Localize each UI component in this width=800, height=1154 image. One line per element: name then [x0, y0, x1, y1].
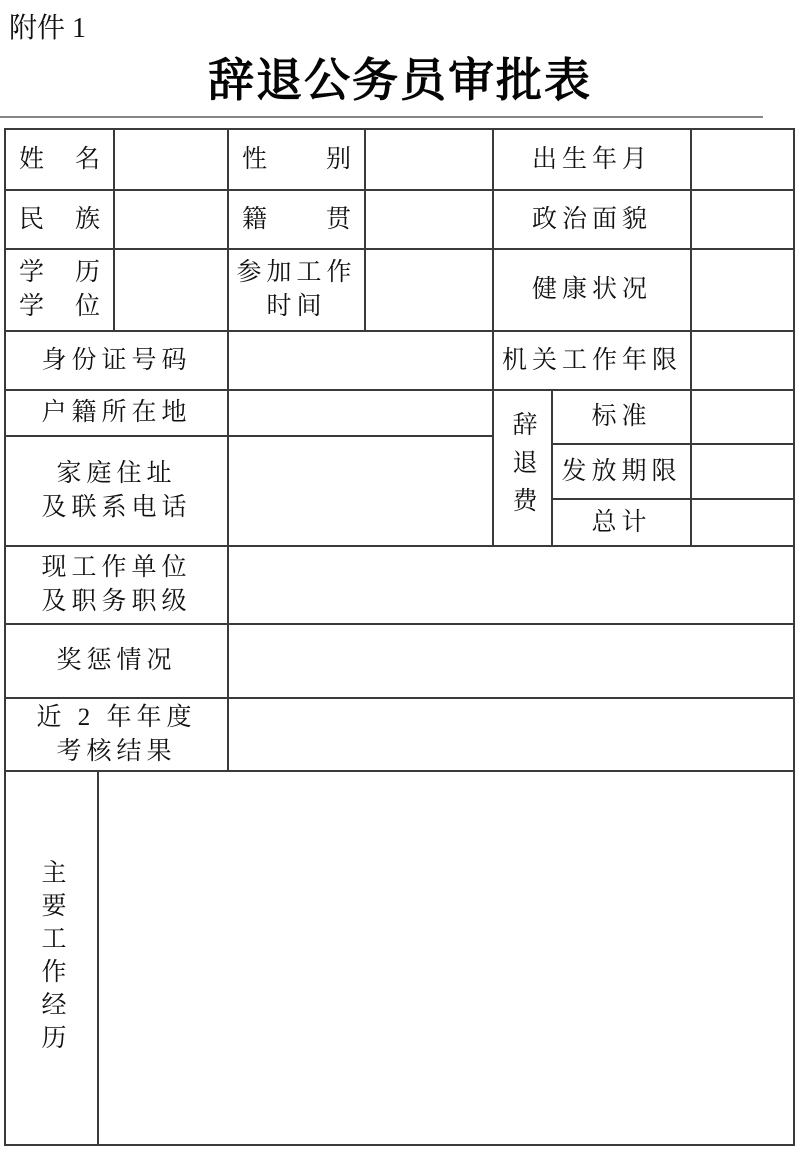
health-status-label: 健康状况 — [531, 276, 652, 303]
appraisal-label: 近 2 年年度 考核结果 — [36, 703, 197, 765]
birth-date-label-cell — [492, 128, 692, 191]
ethnicity-label: 民 族 — [19, 205, 100, 233]
work-history-label-cell — [4, 770, 99, 1146]
appraisal-value-cell — [227, 697, 795, 772]
education-degree-label-cell — [4, 248, 115, 332]
id-number-value-cell — [227, 330, 494, 391]
work-unit-value-cell — [227, 545, 795, 625]
work-unit-label: 现工作单位 及职务职级 — [41, 554, 192, 615]
home-address-label: 家庭住址 及联系电话 — [41, 460, 192, 521]
education-degree-label: 学 历 学 位 — [19, 259, 100, 320]
severance-total-label: 总计 — [591, 508, 652, 536]
political-status-label-cell — [492, 189, 692, 250]
name-value-cell — [113, 128, 229, 191]
gender-label: 性 别 — [242, 145, 351, 173]
work-start-time-label: 参加工作 时间 — [236, 259, 357, 320]
form-title: 辞退公务员审批表 — [208, 55, 592, 106]
service-years-value-cell — [690, 330, 795, 391]
gender-value-cell — [364, 128, 494, 191]
appraisal-label-cell — [4, 697, 229, 772]
work-start-time-value-cell — [364, 248, 494, 332]
name-label-cell — [4, 128, 115, 191]
id-number-label-cell — [4, 330, 229, 391]
education-degree-value-cell — [113, 248, 229, 332]
birth-date-value-cell — [690, 128, 795, 191]
service-years-label-cell — [492, 330, 692, 391]
political-status-label: 政治面貌 — [531, 205, 652, 233]
rewards-label: 奖惩情况 — [56, 647, 177, 674]
residence-label: 户籍所在地 — [41, 399, 192, 426]
native-place-label: 籍 贯 — [242, 205, 351, 233]
residence-label-cell — [4, 389, 229, 437]
name-label: 姓 名 — [19, 145, 100, 173]
home-address-label-cell — [4, 435, 229, 547]
severance-fee-label: 辞退费 — [509, 411, 536, 525]
home-address-value-cell — [227, 435, 494, 547]
work-unit-label-cell — [4, 545, 229, 625]
native-place-value-cell — [364, 189, 494, 250]
severance-standard-label-cell — [551, 389, 692, 445]
service-years-label: 机关工作年限 — [501, 346, 682, 374]
severance-standard-value-cell — [690, 389, 795, 445]
horizontal-rule — [0, 116, 763, 118]
severance-period-value-cell — [690, 443, 795, 500]
health-status-value-cell — [690, 248, 795, 332]
health-status-label-cell — [492, 248, 692, 332]
severance-total-label-cell — [551, 498, 692, 547]
rewards-label-cell — [4, 623, 229, 699]
residence-value-cell — [227, 389, 494, 437]
severance-standard-label: 标准 — [591, 403, 652, 430]
political-status-value-cell — [690, 189, 795, 250]
gender-label-cell — [227, 128, 366, 191]
id-number-label: 身份证号码 — [41, 346, 192, 374]
severance-total-value-cell — [690, 498, 795, 547]
native-place-label-cell — [227, 189, 366, 250]
ethnicity-value-cell — [113, 189, 229, 250]
severance-fee-label-cell — [492, 389, 553, 547]
birth-date-label: 出生年月 — [531, 145, 652, 173]
rewards-value-cell — [227, 623, 795, 699]
severance-period-label-cell — [551, 443, 692, 500]
attachment-label: 附件 1 — [9, 13, 87, 44]
severance-period-label: 发放期限 — [561, 457, 682, 485]
work-history-label: 主要工作经历 — [38, 859, 65, 1057]
work-start-time-label-cell — [227, 248, 366, 332]
work-history-value-cell — [97, 770, 795, 1146]
ethnicity-label-cell — [4, 189, 115, 250]
